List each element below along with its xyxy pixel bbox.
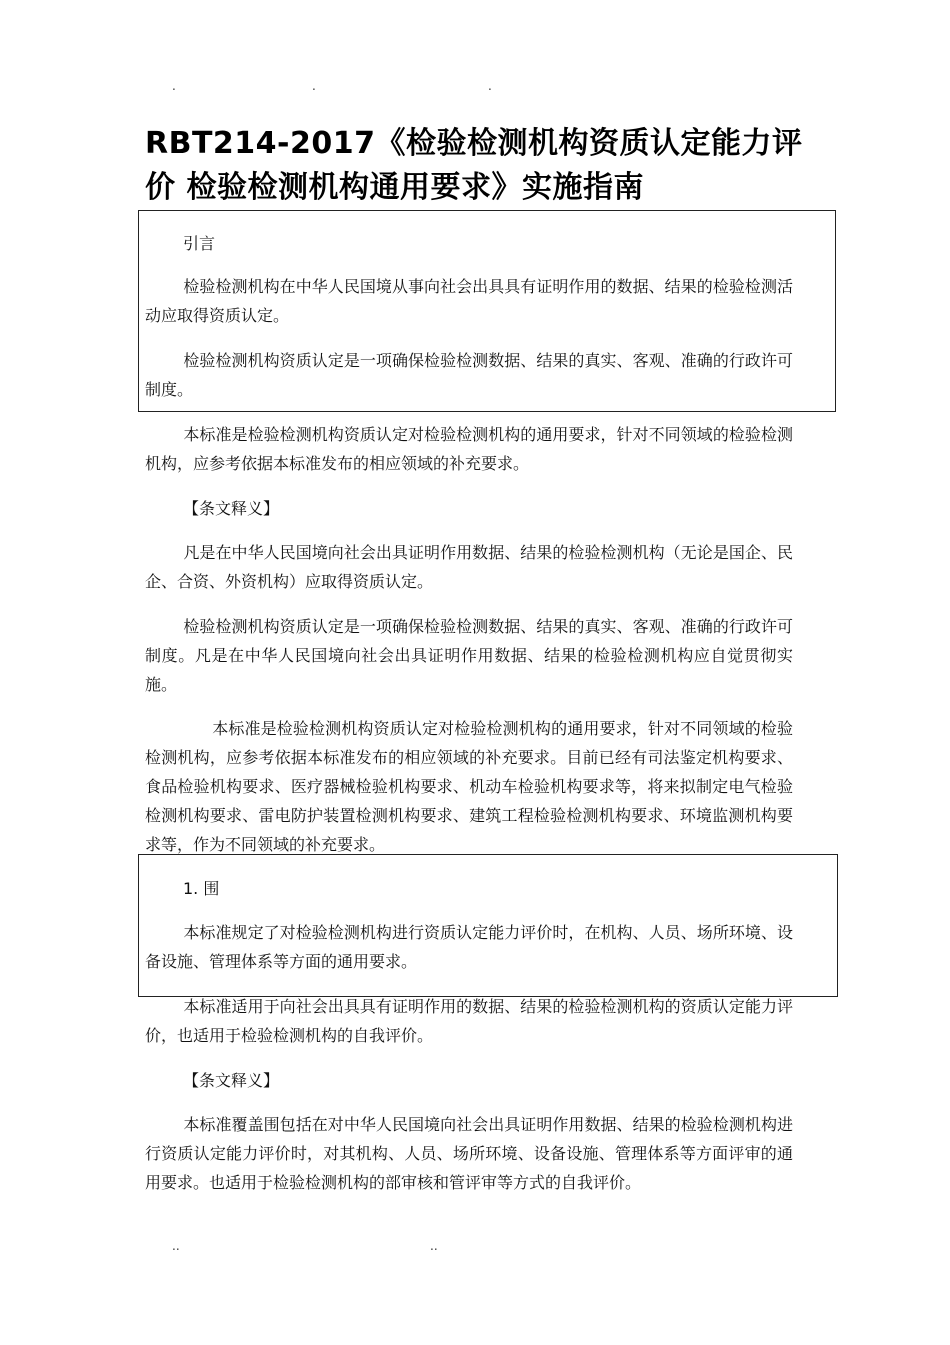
interpretation-paragraph: 本标准是检验检测机构资质认定对检验检测机构的通用要求，针对不同领域的检验检测机构，应参考依据本标准发布的相应领域的补充要求。目前已经有司法鉴定机构要求、食品检验机构要求、医疗器械检验机构要求、机动车检验机构要求等，将来拟制定电气检验检测机构要求、雷电防护装置检测机构要求、建筑工程检验检测机构要求、环境监测机构要求等，作为不同领域的补充要求。 (145, 719, 793, 854)
interpretation-heading: 【条文释义】 (183, 1071, 280, 1090)
intro-paragraph: 检验检测机构在中华人民国境从事向社会出具具有证明作用的数据、结果的检验检测活动应取得资质认定。 (145, 277, 793, 325)
interpretation-heading: 【条文释义】 (183, 499, 280, 518)
interpretation-paragraph: 凡是在中华人民国境向社会出具证明作用数据、结果的检验检测机构（无论是国企、民企、合资、外资机构）应取得资质认定。 (145, 543, 793, 591)
scope-paragraph: 本标准规定了对检验检测机构进行资质认定能力评价时，在机构、人员、场所环境、设备设施、管理体系等方面的通用要求。 (145, 923, 793, 971)
header-mark: . (172, 79, 176, 93)
document-title: RBT214-2017《检验检测机构资质认定能力评价 检验检测机构通用要求》实施指南 (145, 126, 803, 205)
scope-paragraph: 本标准适用于向社会出具具有证明作用的数据、结果的检验检测机构的资质认定能力评价，也适用于检验检测机构的自我评价。 (145, 997, 793, 1045)
intro-heading: 引言 (183, 234, 216, 253)
footer-mark: .. (172, 1239, 180, 1253)
intro-paragraph: 本标准是检验检测机构资质认定对检验检测机构的通用要求，针对不同领域的检验检测机构，应参考依据本标准发布的相应领域的补充要求。 (145, 425, 793, 473)
header-mark: . (488, 79, 492, 93)
footer-mark: .. (430, 1239, 438, 1253)
scope-heading: 1. 围 (183, 879, 220, 898)
intro-paragraph: 检验检测机构资质认定是一项确保检验检测数据、结果的真实、客观、准确的行政许可制度。 (145, 351, 793, 399)
interpretation-paragraph: 本标准覆盖围包括在对中华人民国境向社会出具证明作用数据、结果的检验检测机构进行资质认定能力评价时，对其机构、人员、场所环境、设备设施、管理体系等方面评审的通用要求。也适用于检验检测机构的部审核和管评审等方式的自我评价。 (145, 1115, 793, 1192)
header-mark: . (312, 79, 316, 93)
interpretation-paragraph: 检验检测机构资质认定是一项确保检验检测数据、结果的真实、客观、准确的行政许可制度。凡是在中华人民国境向社会出具证明作用数据、结果的检验检测机构应自觉贯彻实施。 (145, 617, 793, 694)
